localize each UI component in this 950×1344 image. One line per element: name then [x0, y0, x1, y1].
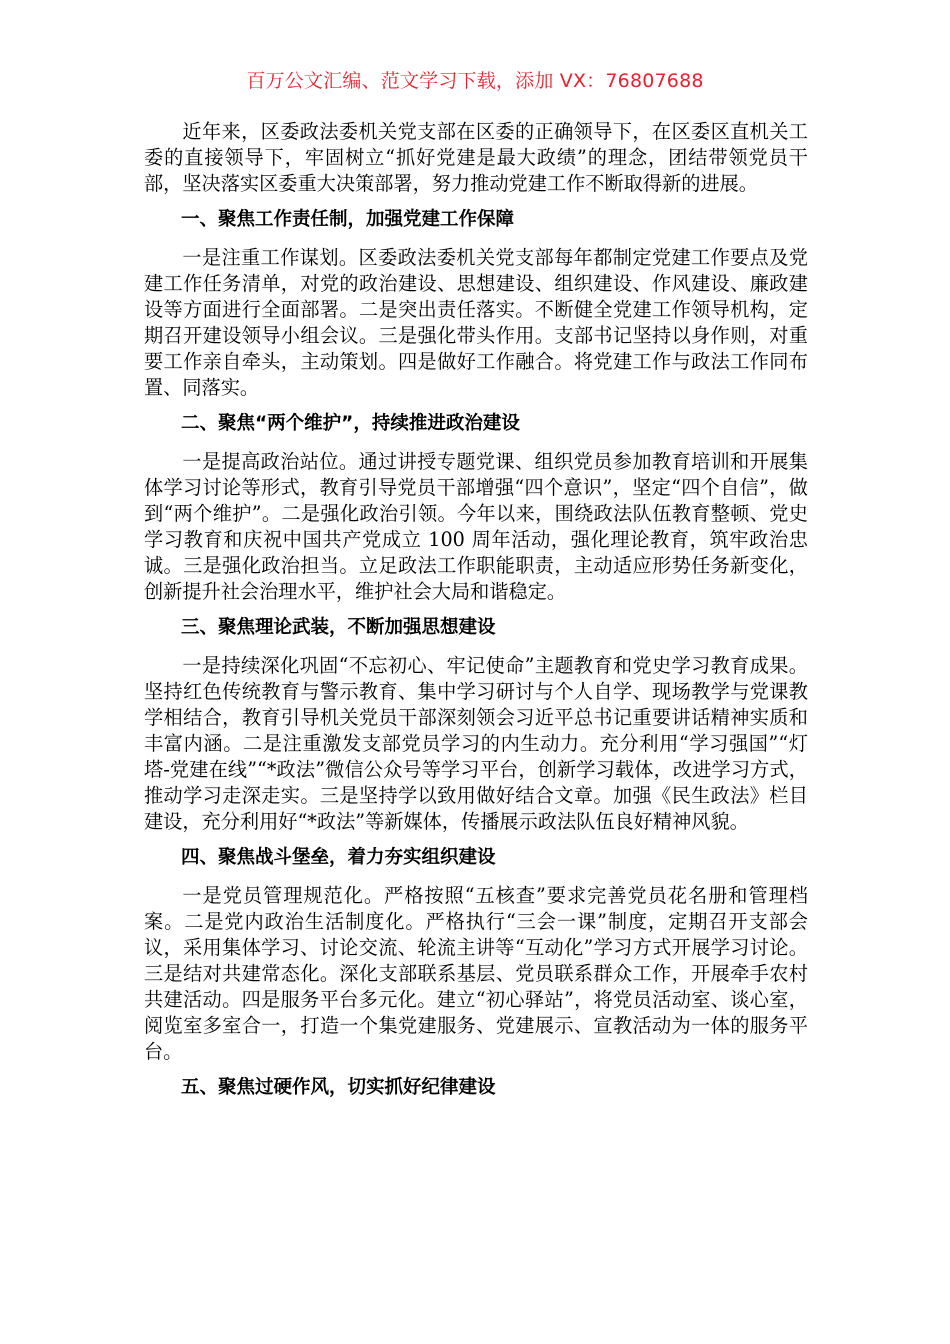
section-2-paragraph: 一是提高政治站位。通过讲授专题党课、组织党员参加教育培训和开展集体学习讨论等形式，教育引导党员干部增强“四个意识”，坚定“四个自信”，做到“两个维护”。二是强化政治引领。今年以来，围绕政法队伍教育整顿、党史学习教育和庆祝中国共产党成立 100 周年活动，强化理论教育，筑牢政治忠诚。三是强化政治担当。立足政法工作职能职责，主动适应形势任务新变化，创新提升社会治理水平，维护社会大局和谐稳定。 [144, 450, 808, 603]
section-1-heading: 一、聚焦工作责任制，加强党建工作保障 [181, 209, 515, 230]
section-1-paragraph: 一是注重工作谋划。区委政法委机关党支部每年都制定党建工作要点及党建工作任务清单，对党的政治建设、思想建设、组织建设、作风建设、廉政建设等方面进行全面部署。二是突出责任落实。不断健全党建工作领导机构，定期召开建设领导小组会议。三是强化带头作用。支部书记坚持以身作则，对重要工作亲自牵头，主动策划。四是做好工作融合。将党建工作与政法工作同布置、同落实。 [144, 246, 808, 399]
section-4-paragraph: 一是党员管理规范化。严格按照“五核查”要求完善党员花名册和管理档案。二是党内政治生活制度化。严格执行“三会一课”制度，定期召开支部会议，采用集体学习、讨论交流、轮流主讲等“互动化”学习方式开展学习讨论。三是结对共建常态化。深化支部联系基层、党员联系群众工作，开展牵手农村共建活动。四是服务平台多元化。建立“初心驿站”，将党员活动室、谈心室，阅览室多室合一，打造一个集党建服务、党建展示、宣教活动为一体的服务平台。 [144, 884, 808, 1063]
document-body [144, 119, 808, 1113]
section-3-paragraph: 一是持续深化巩固“不忘初心、牢记使命”主题教育和党史学习教育成果。坚持红色传统教育与警示教育、集中学习研讨与个人自学、现场教学与党课教学相结合，教育引导机关党员干部深刻领会习近平总书记重要讲话精神实质和丰富内涵。二是注重激发支部党员学习的内生动力。充分利用“学习强国”“灯塔-党建在线”“*政法”微信公众号等学习平台，创新学习载体，改进学习方式，推动学习走深走实。三是坚持学以致用做好结合文章。加强《民生政法》栏目建设，充分利用好“*政法”等新媒体，传播展示政法队伍良好精神风貌。 [144, 654, 808, 833]
section-5-heading: 五、聚焦过硬作风，切实抓好纪律建设 [181, 1077, 496, 1098]
section-2-heading: 二、聚焦“两个维护”，持续推进政治建设 [181, 413, 520, 434]
section-3-heading: 三、聚焦理论武装，不断加强思想建设 [181, 617, 496, 638]
intro-paragraph: 近年来，区委政法委机关党支部在区委的正确领导下，在区委区直机关工委的直接领导下，牢固树立“抓好党建是最大政绩”的理念，团结带领党员干部，坚决落实区委重大决策部署，努力推动党建工作不断取得新的进展。 [144, 120, 808, 195]
section-4-heading: 四、聚焦战斗堡垒，着力夯实组织建设 [181, 847, 496, 868]
watermark-header: 百万公文汇编、范文学习下载，添加 VX：76807688 [246, 70, 704, 92]
